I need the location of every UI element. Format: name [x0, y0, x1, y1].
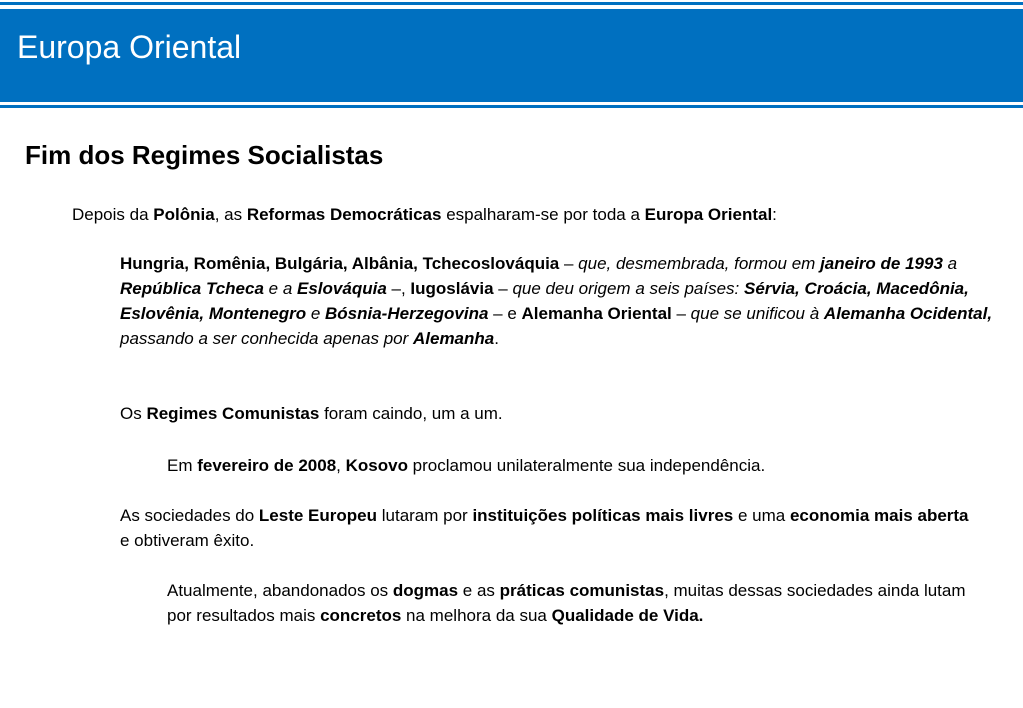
bold-run: práticas comunistas: [499, 581, 665, 600]
text-run: –: [493, 279, 513, 298]
bold-run: instituições políticas mais livres: [472, 506, 734, 525]
text-run: Depois da: [72, 205, 154, 224]
paragraph-regimes: [120, 401, 1000, 426]
bold-run: Alemanha Oriental: [521, 304, 672, 323]
text-run: :: [772, 205, 777, 224]
header-top-line: [0, 2, 1023, 5]
text-run: As sociedades do: [120, 506, 259, 525]
bold-italic-run: janeiro de 1993: [820, 254, 943, 273]
text-run: Atualmente, abandonados os: [167, 581, 393, 600]
text-run: e as: [458, 581, 500, 600]
italic-run: e: [306, 304, 325, 323]
bold-run: fevereiro de 2008: [197, 456, 337, 475]
text-run: proclamou unilateralmente sua independência.: [407, 456, 766, 475]
bold-run: Polônia: [153, 205, 215, 224]
text-run: –: [671, 304, 691, 323]
header-band: [0, 0, 1023, 112]
text-run: foram caindo, um a um.: [319, 404, 503, 423]
italic-run: que se unificou à: [690, 304, 824, 323]
italic-run: e a: [263, 279, 298, 298]
text-run: lutaram por: [377, 506, 473, 525]
bold-run: dogmas: [392, 581, 459, 600]
bold-run: economia mais aberta: [789, 506, 969, 525]
italic-run: que, desmembrada, formou em: [578, 254, 821, 273]
slide-title: Europa Oriental: [17, 29, 242, 65]
header-bottom-line: [0, 105, 1023, 108]
bold-italic-run: República Tcheca: [120, 279, 264, 298]
bold-italic-run: Sérvia, Croácia, Macedônia, Eslovênia, Montenegro: [120, 279, 969, 323]
text-run: e uma: [733, 506, 790, 525]
bold-run: Iugoslávia: [410, 279, 494, 298]
paragraph-societies: [120, 503, 980, 553]
text-run: .: [494, 329, 499, 348]
bold-run: Hungria, Romênia, Bulgária, Albânia, Tchecoslováquia: [120, 254, 560, 273]
paragraph-current: [167, 578, 987, 628]
italic-run: que deu origem a seis países:: [512, 279, 744, 298]
bold-italic-run: Alemanha Ocidental,: [823, 304, 993, 323]
text-run: –: [559, 254, 579, 273]
bold-run: Reformas Democráticas: [246, 205, 442, 224]
text-run: e obtiveram êxito.: [120, 531, 255, 550]
bold-run: Kosovo: [345, 456, 408, 475]
bold-italic-run: Alemanha: [412, 329, 495, 348]
paragraph-countries: [120, 251, 1000, 351]
bold-italic-run: Eslováquia: [297, 279, 387, 298]
text-run: na melhora da sua: [401, 606, 552, 625]
bold-run: Qualidade de Vida.: [551, 606, 704, 625]
text-run: , muitas dessas sociedades ainda lutam por resultados mais: [167, 581, 966, 625]
text-run: Em: [167, 456, 198, 475]
text-run: ,: [336, 456, 346, 475]
section-heading: Fim dos Regimes Socialistas: [25, 140, 384, 170]
bold-run: concretos: [320, 606, 402, 625]
bold-italic-run: Bósnia-Herzegovina: [325, 304, 489, 323]
bold-run: Europa Oriental: [644, 205, 773, 224]
italic-run: a: [942, 254, 958, 273]
text-run: , as: [214, 205, 247, 224]
italic-run: passando a ser conhecida apenas por: [120, 329, 413, 348]
paragraph-intro: [72, 202, 992, 227]
paragraph-kosovo: [167, 453, 997, 478]
bold-run: Regimes Comunistas: [146, 404, 320, 423]
text-run: espalharam-se por toda a: [441, 205, 645, 224]
text-run: Os: [120, 404, 147, 423]
bold-run: Leste Europeu: [258, 506, 378, 525]
text-run: –,: [386, 279, 411, 298]
text-run: – e: [488, 304, 522, 323]
